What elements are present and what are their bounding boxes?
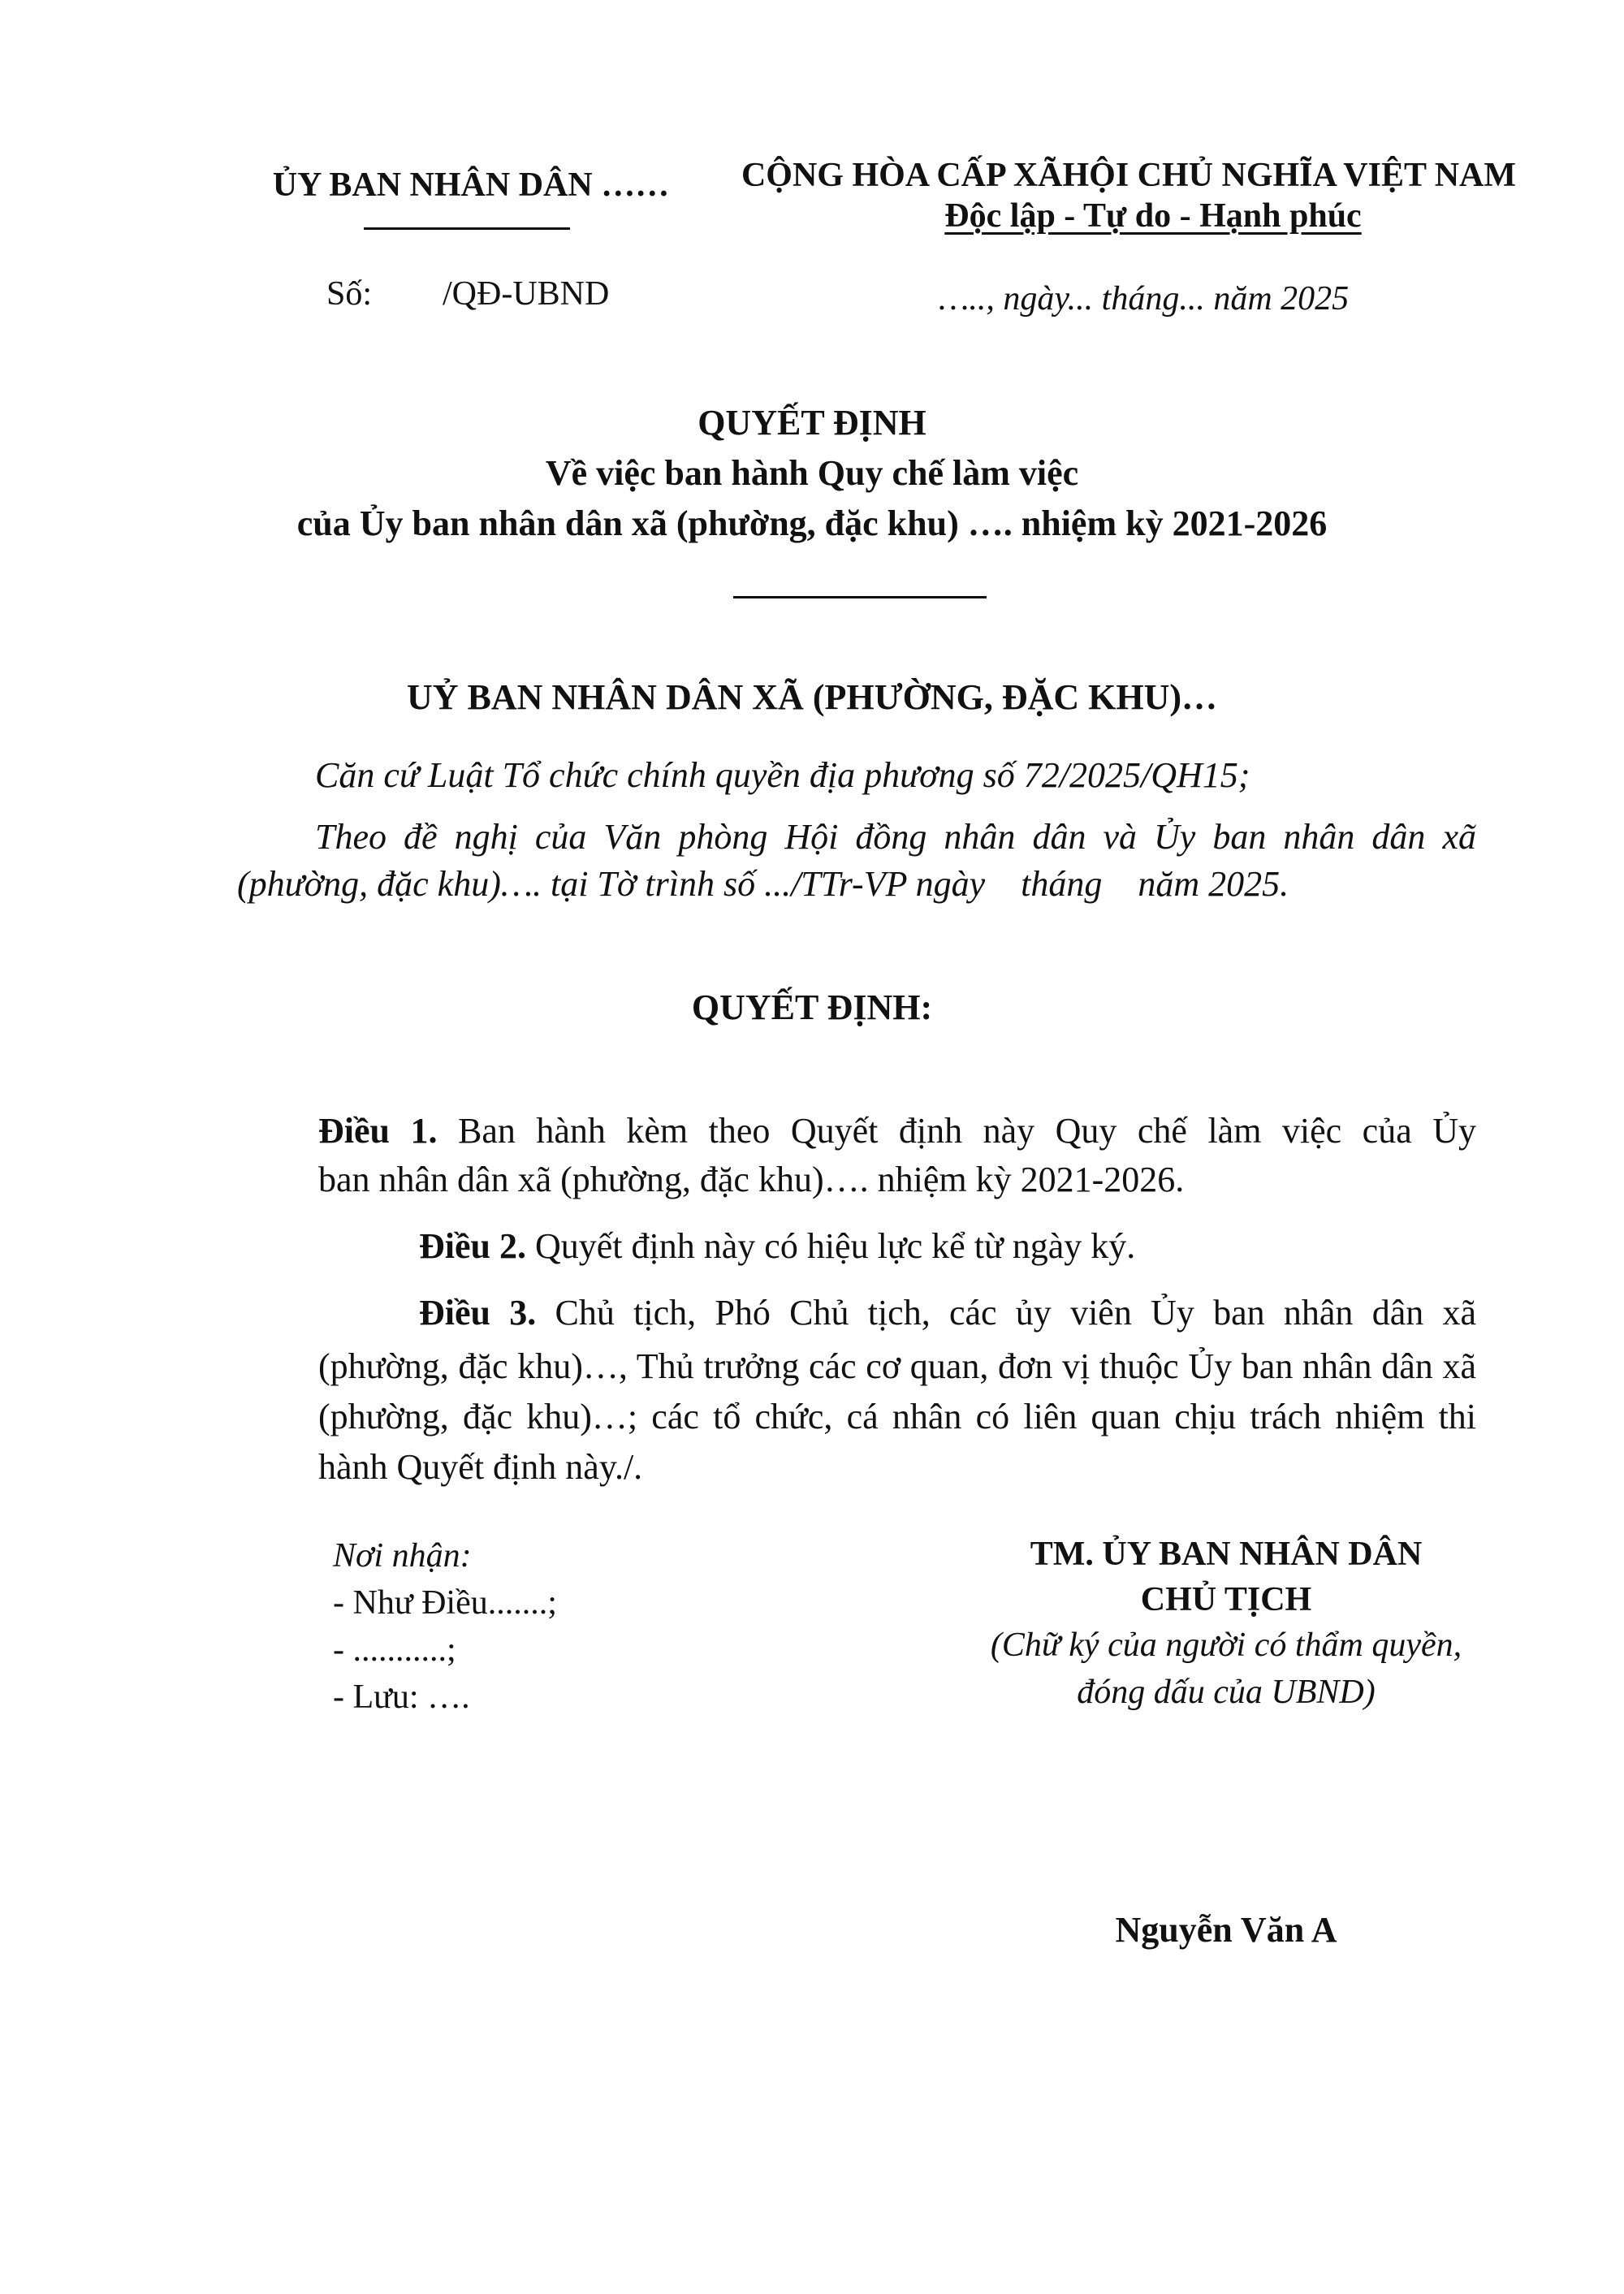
article-2-label: Điều 2. <box>419 1226 526 1266</box>
signature-on-behalf: TM. ỦY BAN NHÂN DÂN <box>1030 1536 1423 1573</box>
article-3-line1 <box>419 1291 1476 1335</box>
national-motto: Độc lập - Tự do - Hạnh phúc <box>944 197 1362 235</box>
proposal-line2: (phường, đặc khu)…. tại Tờ trình số .../TTr-VP ngày tháng năm 2025. <box>237 864 1289 904</box>
date-line: ….., ngày... tháng... năm 2025 <box>939 280 1350 318</box>
signature-note-line2: đóng dấu của UBND) <box>1077 1674 1376 1711</box>
article-3-text-rest: (phường, đặc khu)…, Thủ trưởng các cơ quan, đơn vị thuộc Ủy ban nhân dân xã (phường, đặc khu)…; các tổ chức, cá nhân có liên quan chịu trách nhiệm thi hành Quyết định này./. <box>318 1346 1476 1487</box>
issuing-agency: ỦY BAN NHÂN DÂN …… <box>272 166 670 204</box>
document-number: /QĐ-UBND <box>443 275 610 313</box>
recipient-item: - ...........; <box>333 1631 456 1669</box>
issuing-authority: UỶ BAN NHÂN DÂN XÃ (PHƯỜNG, ĐẶC KHU)… <box>406 677 1218 717</box>
title-underline <box>733 596 987 598</box>
document-type: QUYẾT ĐỊNH <box>698 403 926 443</box>
signature-position: CHỦ TỊCH <box>1140 1581 1312 1618</box>
article-1-label: Điều 1. <box>318 1111 438 1151</box>
proposal-line1: Theo đề nghị của Văn phòng Hội đồng nhân dân và Ủy ban nhân dân xã <box>315 817 1476 857</box>
recipients-heading: Nơi nhận: <box>333 1537 472 1575</box>
document-subject-line2: của Ủy ban nhân dân xã (phường, đặc khu) …. nhiệm kỳ 2021-2026 <box>296 503 1328 543</box>
recipient-item: - Như Điều.......; <box>333 1584 557 1622</box>
nation-name: CỘNG HÒA CẤP XÃHỘI CHỦ NGHĨA VIỆT NAM <box>741 157 1517 194</box>
article-2 <box>419 1225 1135 1268</box>
document-subject-line1: Về việc ban hành Quy chế làm việc <box>545 453 1079 493</box>
document-number-label: Số: <box>326 275 373 313</box>
article-3-label: Điều 3. <box>419 1293 537 1333</box>
legal-basis: Căn cứ Luật Tổ chức chính quyền địa phương số 72/2025/QH15; <box>315 755 1250 795</box>
decision-heading: QUYẾT ĐỊNH: <box>691 987 933 1027</box>
signer-name: Nguyễn Văn A <box>1115 1910 1337 1950</box>
article-1-text-start: Ban hành kèm theo Quyết định này Quy chế làm việc của Ủy <box>458 1111 1477 1151</box>
article-1-text-rest: ban nhân dân xã (phường, đặc khu)…. nhiệm kỳ 2021-2026. <box>318 1160 1185 1199</box>
article-1-line1 <box>318 1109 1476 1153</box>
recipient-item: - Lưu: …. <box>333 1678 470 1716</box>
article-3-text-start: Chủ tịch, Phó Chủ tịch, các ủy viên Ủy ban nhân dân xã <box>555 1293 1477 1333</box>
signature-note-line1: (Chữ ký của người có thẩm quyền, <box>990 1627 1462 1664</box>
article-2-text: Quyết định này có hiệu lực kể từ ngày ký. <box>535 1226 1136 1266</box>
agency-underline <box>364 227 570 230</box>
